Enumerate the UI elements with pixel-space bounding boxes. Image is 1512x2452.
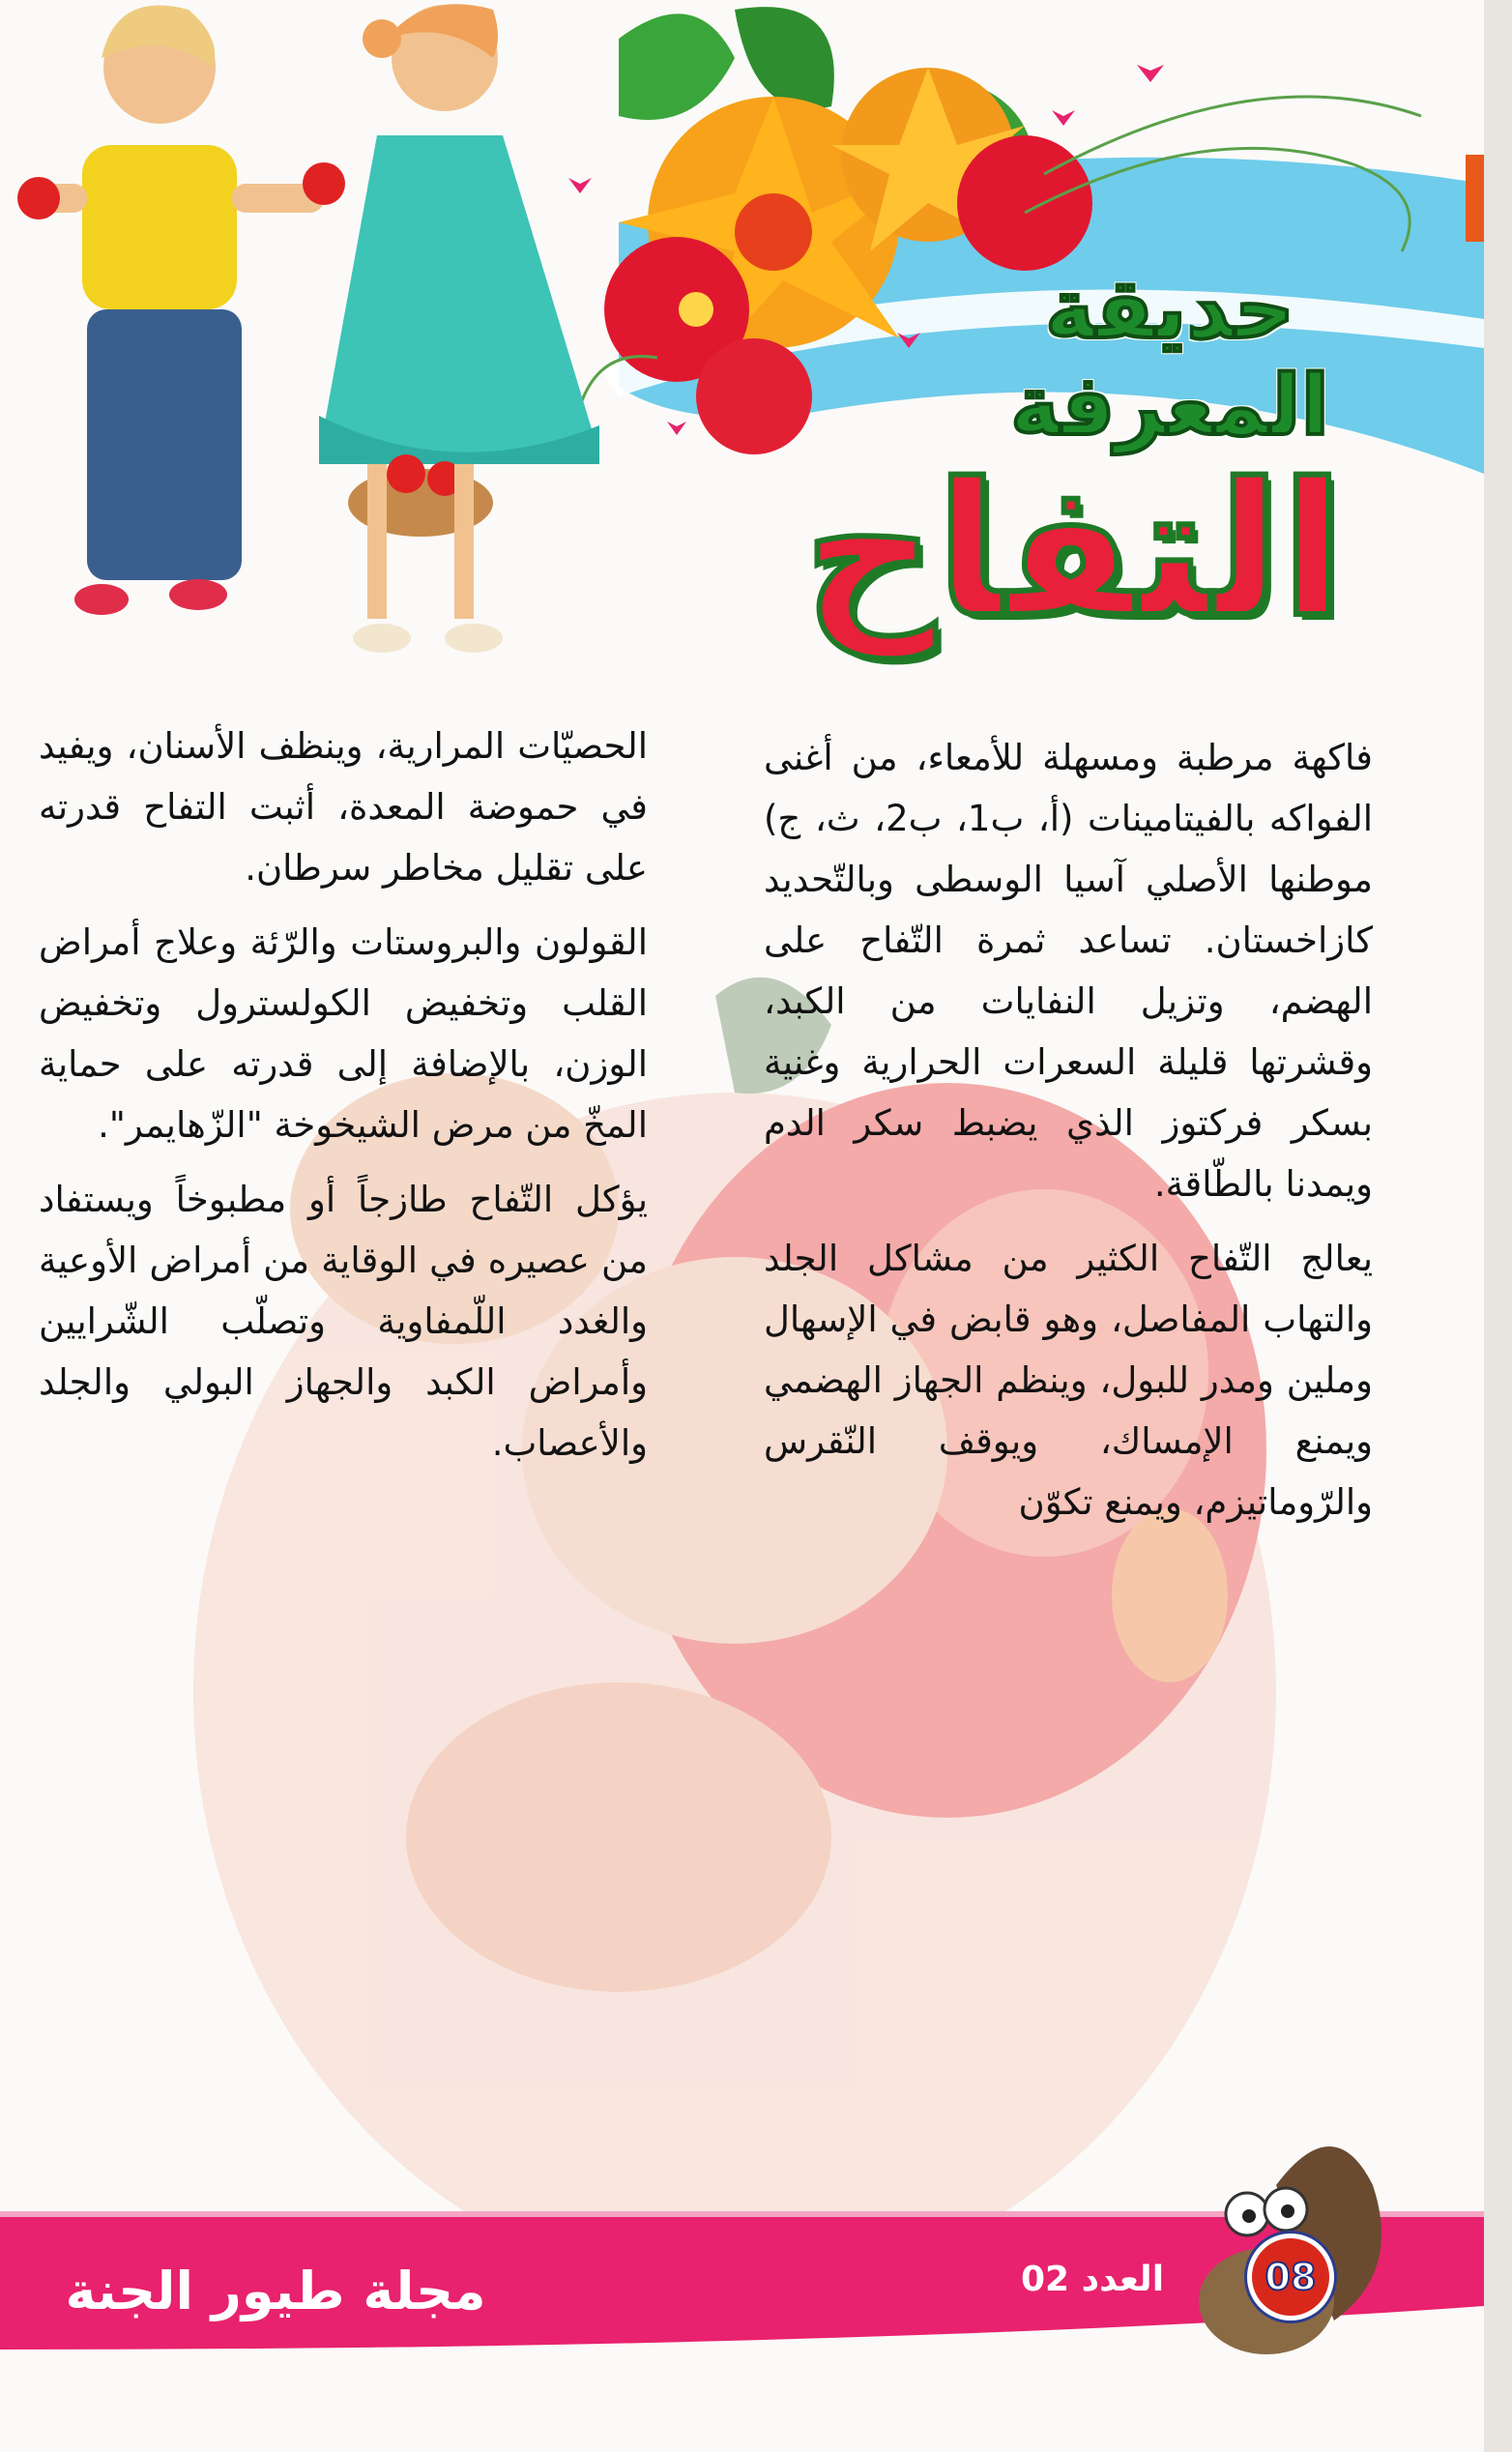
page-spine (1484, 0, 1512, 2452)
paragraph: يؤكل التّفاح طازجاً أو مطبوخاً ويستفاد من عصيره في الوقاية من أمراض الأوعية والغدد اللّمفاوية وتصلّب الشّرايين وأمراض الكبد والجهاز البولي والجلد والأعصاب. (39, 1179, 648, 1464)
boy-illustration (17, 6, 345, 615)
paragraph: القولون والبروستات والرّئة وعلاج أمراض القلب وتخفيض الكولسترول وتخفيض الوزن، بالإضافة إلى قدرته على حماية المخّ من مرض الشيخوخة "الزّهايمر". (39, 921, 648, 1146)
paragraph: الحصيّات المرارية، وينظف الأسنان، ويفيد في حموضة المعدة، أثبت التفاح قدرته على تقليل مخاطر سرطان. (39, 725, 648, 889)
girl-illustration (319, 4, 599, 653)
paragraph: يعالج التّفاح الكثير من مشاكل الجلد والتهاب المفاصل، وهو قابض في الإسهال وملين ومدر للبول، وينظم الجهاز الهضمي ويمنع الإمساك، ويوقف النّقرس والرّوماتيزم، ويمنع تكوّن (764, 1238, 1373, 1523)
article-left-column (39, 715, 648, 1487)
article-right-column (764, 727, 1373, 1546)
magazine-name: مجلة طيور الجنة (65, 2261, 486, 2321)
page-number: 08 (1265, 2256, 1317, 2298)
article-title: التفاح (802, 444, 1344, 657)
issue-number: العدد 02 (1020, 2260, 1165, 2299)
section-title: حديقة المعرفة (1010, 261, 1329, 454)
paragraph: فاكهة مرطبة ومسهلة للأمعاء، من أغنى الفواكه بالفيتامينات (أ، ب1، ب2، ث، ج) موطنها الأصلي آسيا الوسطى وبالتّحديد كازاخستان. تساعد ثمرة التّفاح على الهضم، وتزيل النفايات من الكبد، وقشرتها قليلة السعرات الحرارية وغنية بسكر فركتوز الذي يضبط سكر الدم ويمدنا بالطّاقة. (764, 737, 1374, 1205)
section-tab (1466, 155, 1484, 242)
